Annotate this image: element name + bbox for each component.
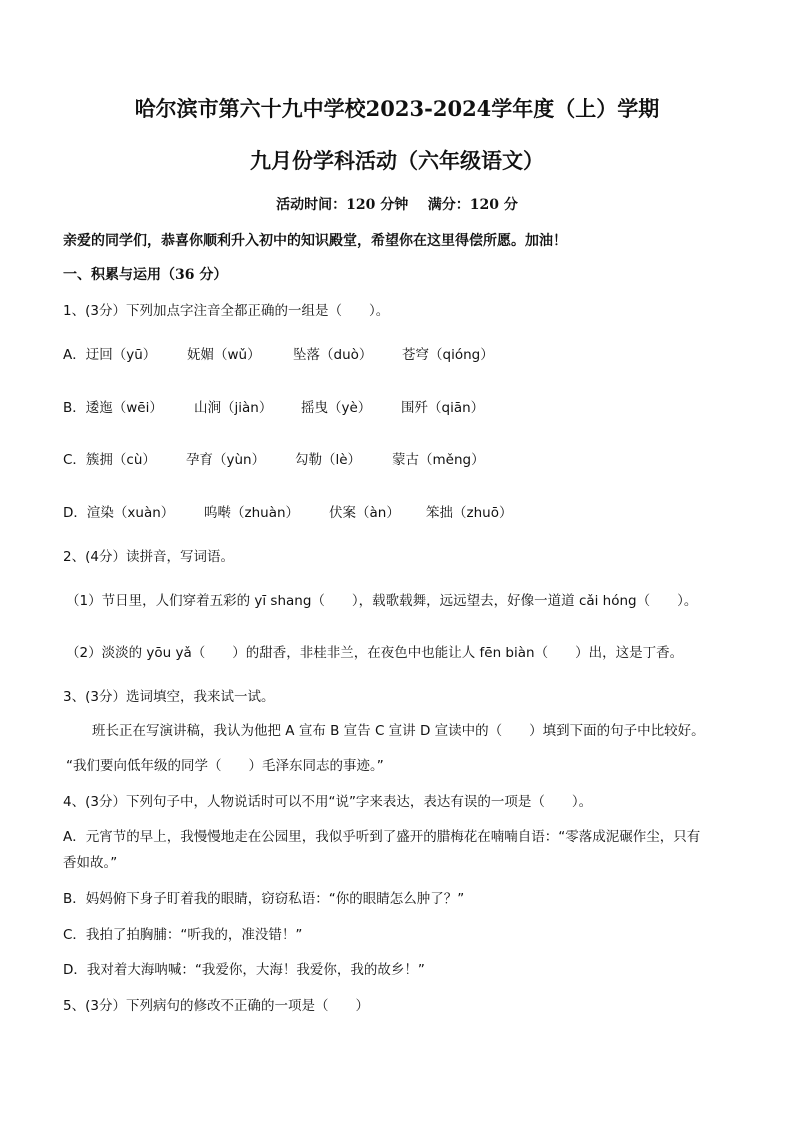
q4-stem: 4、(3分）下列句子中，人物说话时可以不用“说”字来表达，表达有误的一项是（ ）。: [63, 794, 593, 810]
q1-d-2: 呜啭（zhuàn）: [204, 505, 300, 521]
q3-quote: “我们要向低年级的同学（ ）毛泽东同志的事迹。”: [66, 758, 384, 774]
q4-option-a-line2: 香如故。”: [63, 855, 118, 871]
section-heading: 一、积累与运用（36 分）: [63, 267, 228, 283]
page-title-line2: 九月份学科活动（六年级语文）: [250, 148, 544, 173]
q1-option-c: [63, 447, 764, 473]
q4-option-d: D．我对着大海呐喊：“我爱你，大海！我爱你，我的故乡！”: [63, 962, 425, 978]
q1-b-2: 山涧（jiàn）: [194, 400, 273, 416]
q2-stem: 2、(4分）读拼音，写词语。: [63, 549, 234, 565]
q1-option-b: [63, 395, 764, 421]
q5-stem: 5、(3分）下列病句的修改不正确的一项是（ ）: [63, 998, 369, 1014]
q1-c-4: 蒙古（měng）: [392, 452, 485, 468]
q1-b-1: B．逶迤（wēi）: [63, 400, 163, 416]
q1-a-2: 妩媚（wǔ）: [187, 347, 261, 363]
q1-b-4: 围歼（qiān）: [401, 400, 485, 416]
q3-body: 班长正在写演讲稿，我认为他把 A 宣布 B 宣告 C 宣讲 D 宣读中的（ ）填到下面的句子中比较好。: [92, 723, 705, 739]
q1-d-3: 伏案（àn）: [329, 505, 400, 521]
q1-c-3: 勾勒（lè）: [295, 452, 362, 468]
q1-a-3: 坠落（duò）: [293, 347, 373, 363]
q1-c-2: 孕育（yùn）: [186, 452, 266, 468]
q1-d-4: 笨拙（zhuō）: [426, 505, 513, 521]
q4-option-c: C．我拍了拍胸脯：“听我的，准没错！”: [63, 927, 303, 943]
q1-c-1: C．簇拥（cù）: [63, 452, 156, 468]
q2-sentence-2: （2）淡淡的 yōu yǎ（ ）的甜香，非桂非兰，在夜色中也能让人 fēn biàn（ ）出，这是丁香。: [66, 645, 684, 661]
exam-meta: 活动时间：120 分钟 满分：120 分: [276, 197, 518, 213]
q4-option-a-line1: A．元宵节的早上，我慢慢地走在公园里，我似乎听到了盛开的腊梅花在喃喃自语：“零落成泥碾作尘，只有: [63, 829, 701, 845]
q1-option-d: [63, 500, 764, 526]
q1-d-1: D．渲染（xuàn）: [63, 505, 175, 521]
q1-a-1: A．迂回（yū）: [63, 347, 157, 363]
q1-a-4: 苍穹（qióng）: [402, 347, 494, 363]
greeting-text: 亲爱的同学们，恭喜你顺利升入初中的知识殿堂，希望你在这里得偿所愿。加油！: [63, 233, 567, 249]
q1-b-3: 摇曳（yè）: [301, 400, 372, 416]
page-title-line1: 哈尔滨市第六十九中学校2023-2024学年度（上）学期: [134, 96, 660, 121]
q3-stem: 3、(3分）选词填空，我来试一试。: [63, 689, 275, 705]
q4-option-b: B．妈妈俯下身子盯着我的眼睛，窃窃私语：“你的眼睛怎么肿了？”: [63, 891, 465, 907]
q1-option-a: [63, 342, 764, 368]
q1-stem: 1、(3分）下列加点字注音全都正确的一组是（ ）。: [63, 303, 390, 319]
q2-sentence-1: （1）节日里，人们穿着五彩的 yī shang（ ），载歌载舞，远远望去，好像一道道 cǎi hóng（ ）。: [66, 593, 698, 609]
